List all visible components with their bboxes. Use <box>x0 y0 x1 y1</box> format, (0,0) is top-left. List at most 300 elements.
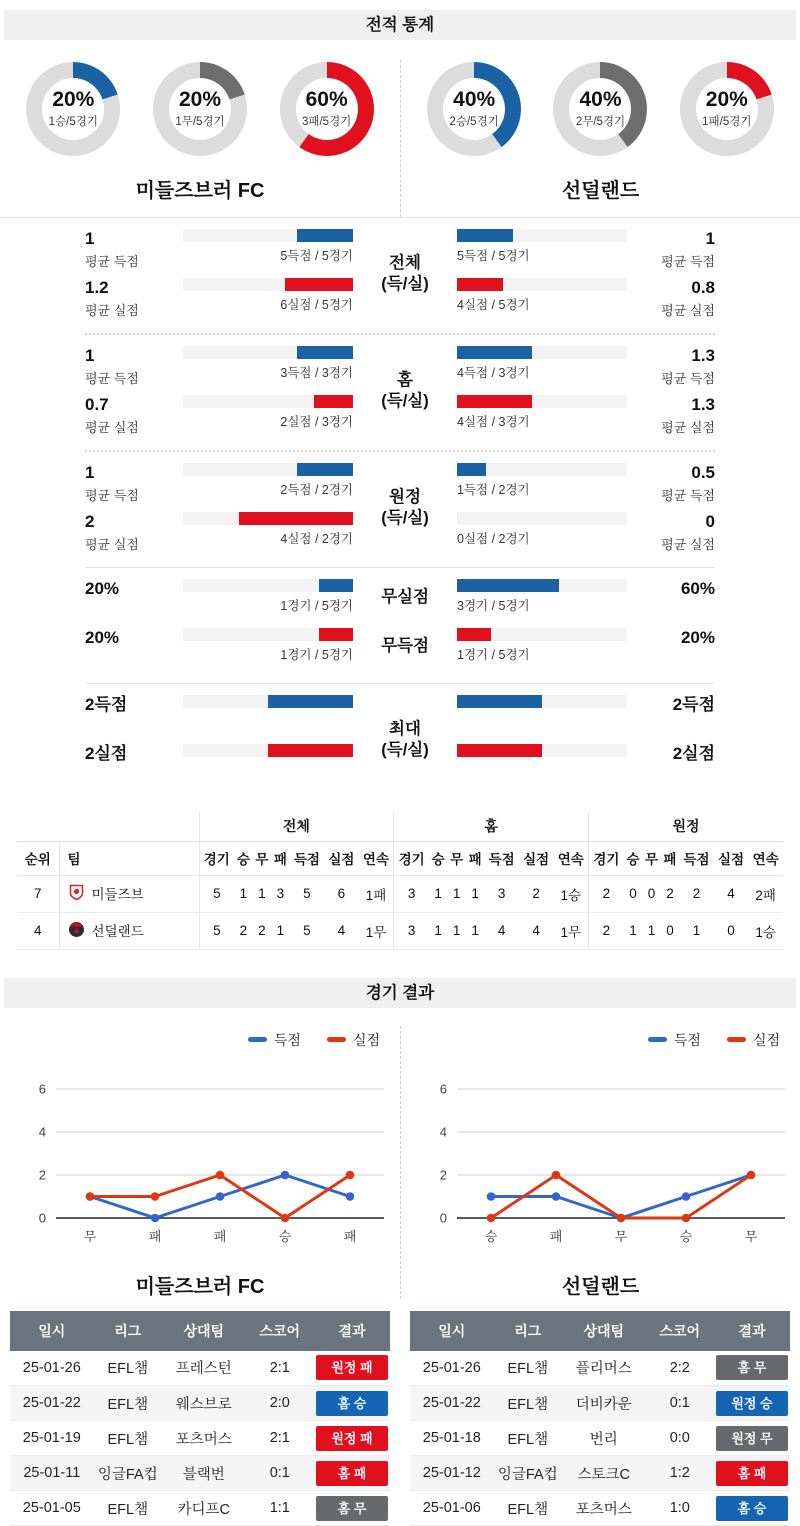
stat-value-label <box>85 512 183 552</box>
stat-value-label <box>627 579 715 619</box>
stat-column-header: 승 <box>624 841 642 875</box>
stat-value-text: 2득점 <box>673 695 715 714</box>
rate-donut-chart <box>153 62 247 156</box>
stat-value-text: 1.2 <box>85 278 183 297</box>
stat-section <box>85 568 715 679</box>
donut-sub-label: 2승/5경기 <box>449 113 498 129</box>
match-table-header: 스코어 <box>646 1311 714 1351</box>
standings-group-header-row <box>17 811 783 841</box>
stat-value-label <box>85 346 183 386</box>
stat-value-text: 1.3 <box>691 346 715 365</box>
data-point-marker <box>86 1192 95 1201</box>
stat-bar-track <box>457 463 627 476</box>
stat-bar-track <box>183 744 353 757</box>
left-team-name: 미들즈브러 FC <box>10 174 390 203</box>
match-league: EFL챔 <box>94 1491 162 1526</box>
stat-value-cell: 4 <box>324 912 359 949</box>
stat-bar-sublabel: 6실점 / 5경기 <box>183 295 353 313</box>
stat-value-cell: 1승 <box>553 875 588 912</box>
data-point-marker <box>346 1170 355 1179</box>
legend-label: 득점 <box>674 1030 701 1050</box>
stat-value-label <box>85 628 183 668</box>
stat-value-cell: 1승 <box>748 912 783 949</box>
stat-column-header: 무 <box>642 841 660 875</box>
stat-value-sublabel: 평균 득점 <box>661 368 715 387</box>
data-point-marker <box>281 1213 290 1222</box>
standings-blank-header <box>17 811 199 841</box>
data-point-marker <box>487 1213 496 1222</box>
stat-column-header: 실점 <box>714 841 749 875</box>
data-point-marker <box>487 1192 496 1201</box>
stat-value-label <box>627 463 715 503</box>
donut-center-text <box>280 62 374 156</box>
data-point-marker <box>216 1170 225 1179</box>
match-league: EFL챔 <box>94 1421 162 1456</box>
stat-bar <box>183 395 353 435</box>
match-league: EFL챔 <box>494 1491 562 1526</box>
stat-value-cell: 1 <box>447 875 465 912</box>
stat-bar-fill <box>319 579 353 592</box>
stat-bar-fill <box>297 229 353 242</box>
stat-bar-track <box>457 229 627 242</box>
stat-value-cell: 1패 <box>359 875 394 912</box>
svg-text:승: 승 <box>680 1229 693 1244</box>
right-values-column <box>627 346 715 435</box>
match-result-badge: 홈 승 <box>316 1391 388 1416</box>
rank-column-header: 순위 <box>17 841 59 875</box>
left-values-column <box>85 463 183 552</box>
data-point-marker <box>747 1170 756 1179</box>
stat-bar-fill <box>457 229 513 242</box>
donut-percent-value: 60% <box>306 89 348 111</box>
stat-bar-fill <box>457 744 542 757</box>
stat-column-header: 무 <box>447 841 465 875</box>
stat-value-label <box>85 744 183 784</box>
stat-value-text: 1 <box>85 463 183 482</box>
stat-bar-fill <box>314 395 353 408</box>
match-date: 25-01-22 <box>10 1386 94 1421</box>
legend-item <box>648 1030 701 1050</box>
match-table-header: 상대팀 <box>162 1311 246 1351</box>
donut-percent-value: 40% <box>453 89 495 111</box>
match-result-cell <box>314 1456 390 1491</box>
match-row <box>410 1491 790 1526</box>
match-date: 25-01-26 <box>410 1351 494 1386</box>
match-league: EFL챔 <box>494 1386 562 1421</box>
stat-value-text: 0.8 <box>691 278 715 297</box>
stat-column-header: 실점 <box>519 841 554 875</box>
stat-bar-fill <box>457 695 542 708</box>
stat-value-text: 1 <box>706 229 715 248</box>
stat-bar <box>457 744 627 784</box>
stat-value-cell: 1무 <box>553 912 588 949</box>
winrate-donut-area <box>0 40 800 218</box>
stat-value-text: 1 <box>85 346 183 365</box>
stat-column-header: 패 <box>661 841 679 875</box>
team-inline <box>68 883 144 903</box>
center-labels-column <box>353 370 457 411</box>
stat-center-label: 전체 (득/실) <box>353 253 457 294</box>
middlesbrough-crest-icon <box>68 884 85 901</box>
match-score: 1:1 <box>246 1491 314 1526</box>
result-charts-row <box>0 1026 800 1299</box>
chart-right-team-title: 선덜랜드 <box>411 1270 790 1299</box>
stat-value-cell: 0 <box>642 875 660 912</box>
match-score: 0:1 <box>646 1386 714 1421</box>
match-result-badge: 홈 패 <box>316 1461 388 1486</box>
standings-group-header: 홈 <box>394 811 589 841</box>
stat-bar <box>457 346 627 386</box>
chart-legend <box>10 1030 390 1050</box>
data-point-marker <box>552 1170 561 1179</box>
stat-value-text: 0 <box>706 512 715 531</box>
stat-bar <box>457 229 627 269</box>
stat-bar-track <box>183 346 353 359</box>
stat-value-cell: 3 <box>484 875 519 912</box>
match-result-badge: 원정 무 <box>716 1426 788 1451</box>
team-column-header: 팀 <box>59 841 199 875</box>
stat-value-label <box>627 395 715 435</box>
stat-value-cell: 3 <box>394 875 429 912</box>
stat-bar-track <box>457 744 627 757</box>
match-row <box>410 1421 790 1456</box>
stat-value-cell: 1 <box>447 912 465 949</box>
match-result-badge: 홈 패 <box>716 1461 788 1486</box>
right-bars-column <box>457 463 627 552</box>
left-values-column <box>85 695 183 784</box>
stat-value-label <box>85 695 183 735</box>
standings-column-header-row <box>17 841 783 875</box>
match-result-cell <box>314 1386 390 1421</box>
legend-item <box>248 1030 301 1050</box>
match-result-cell <box>714 1386 790 1421</box>
match-date: 25-01-05 <box>10 1491 94 1526</box>
match-score: 2:2 <box>646 1351 714 1386</box>
right-values-column <box>627 579 715 668</box>
match-score: 0:1 <box>246 1456 314 1491</box>
stat-value-cell: 0 <box>714 912 749 949</box>
stat-value-label <box>85 463 183 503</box>
data-point-marker <box>682 1213 691 1222</box>
match-opponent: 블랙번 <box>162 1456 246 1491</box>
right-values-column <box>627 229 715 318</box>
stat-value-label <box>627 628 715 668</box>
data-point-marker <box>151 1213 160 1222</box>
stat-value-cell: 6 <box>324 875 359 912</box>
svg-text:승: 승 <box>485 1229 498 1244</box>
match-row <box>410 1456 790 1491</box>
match-league: 잉글FA컵 <box>94 1456 162 1491</box>
data-point-marker <box>552 1192 561 1201</box>
stat-bar-track <box>457 346 627 359</box>
match-result-badge: 원정 패 <box>316 1426 388 1451</box>
stat-value-sublabel: 평균 득점 <box>85 368 183 387</box>
match-result-cell <box>714 1351 790 1386</box>
stat-bar-track <box>183 579 353 592</box>
stat-value-cell: 1무 <box>359 912 394 949</box>
stat-center-label: 최대 (득/실) <box>353 719 457 760</box>
match-result-cell <box>714 1421 790 1456</box>
svg-text:패: 패 <box>214 1229 227 1244</box>
stat-value-cell: 2 <box>253 912 271 949</box>
match-tables-row <box>0 1311 800 1526</box>
data-point-marker <box>151 1192 160 1201</box>
standings-group-header: 전체 <box>199 811 394 841</box>
stat-bar <box>183 695 353 735</box>
stat-value-cell: 1 <box>234 875 252 912</box>
match-opponent: 프레스턴 <box>162 1351 246 1386</box>
stat-value-text: 2 <box>85 512 183 531</box>
stat-bar <box>183 463 353 503</box>
match-score: 2:1 <box>246 1351 314 1386</box>
match-league: EFL챔 <box>494 1351 562 1386</box>
stat-bar <box>183 579 353 619</box>
stat-bar-sublabel: 3득점 / 3경기 <box>183 363 353 381</box>
right-values-column <box>627 695 715 784</box>
line-chart <box>10 1058 390 1256</box>
stat-value-label <box>627 229 715 269</box>
stat-bar <box>457 579 627 619</box>
legend-label: 실점 <box>753 1030 780 1050</box>
rate-donut-chart <box>280 62 374 156</box>
rate-donut-chart <box>26 62 120 156</box>
stat-bar-track <box>457 512 627 525</box>
match-table-header: 리그 <box>494 1311 562 1351</box>
left-bars-column <box>183 346 353 435</box>
stat-bar-sublabel: 1득점 / 2경기 <box>457 480 627 498</box>
svg-text:무: 무 <box>84 1229 97 1244</box>
result-chart-left <box>0 1026 400 1299</box>
stat-center-label: 무득점 <box>353 628 457 668</box>
match-table-header: 결과 <box>314 1311 390 1351</box>
match-score: 2:0 <box>246 1386 314 1421</box>
match-date: 25-01-12 <box>410 1456 494 1491</box>
center-labels-column <box>353 487 457 528</box>
stat-bar-fill <box>457 628 491 641</box>
data-point-marker <box>346 1192 355 1201</box>
stat-value-cell: 2 <box>679 875 714 912</box>
team-rank: 4 <box>17 912 59 949</box>
stat-value-label <box>627 278 715 318</box>
stat-bar-track <box>183 395 353 408</box>
stats-section-header: 전적 통계 <box>4 10 796 40</box>
stat-bar-sublabel: 1경기 / 5경기 <box>457 645 627 663</box>
stat-bar <box>457 512 627 552</box>
chart-legend <box>411 1030 790 1050</box>
stat-bar-sublabel: 0실점 / 2경기 <box>457 529 627 547</box>
donuts-right-team <box>400 60 800 217</box>
svg-text:무: 무 <box>745 1229 758 1244</box>
stat-value-sublabel: 평균 실점 <box>85 300 183 319</box>
stat-column-header: 경기 <box>394 841 429 875</box>
sunderland-crest-icon <box>68 921 85 938</box>
stat-center-label: 무실점 <box>353 579 457 619</box>
match-result-badge: 원정 승 <box>716 1391 788 1416</box>
stat-value-cell: 0 <box>661 912 679 949</box>
stat-value-label <box>85 579 183 619</box>
right-bars-column <box>457 229 627 318</box>
match-league: EFL챔 <box>94 1386 162 1421</box>
stat-bar-track <box>183 512 353 525</box>
donut-center-text <box>153 62 247 156</box>
svg-text:2: 2 <box>39 1167 46 1182</box>
stat-value-text: 60% <box>681 579 715 598</box>
data-point-marker <box>682 1192 691 1201</box>
donut-center-text <box>26 62 120 156</box>
legend-item <box>727 1030 780 1050</box>
rate-donut-chart <box>427 62 521 156</box>
result-chart-right <box>400 1026 800 1299</box>
stat-value-cell: 5 <box>199 875 234 912</box>
legend-color-dash <box>727 1037 746 1042</box>
stat-section <box>85 684 715 795</box>
donut-center-text <box>680 62 774 156</box>
stat-bar-sublabel: 2득점 / 2경기 <box>183 480 353 498</box>
match-result-cell <box>714 1491 790 1526</box>
match-date: 25-01-11 <box>10 1456 94 1491</box>
match-score: 0:0 <box>646 1421 714 1456</box>
stat-bar-track <box>183 229 353 242</box>
stat-bar <box>183 512 353 552</box>
match-table-header: 스코어 <box>246 1311 314 1351</box>
svg-text:무: 무 <box>615 1229 628 1244</box>
stat-bar-sublabel: 3경기 / 5경기 <box>457 596 627 614</box>
stat-value-sublabel: 평균 실점 <box>85 534 183 553</box>
match-opponent: 스토크C <box>562 1456 646 1491</box>
stat-column-header: 득점 <box>290 841 325 875</box>
stat-value-cell: 2 <box>519 875 554 912</box>
match-score: 2:1 <box>246 1421 314 1456</box>
stat-bar-track <box>183 463 353 476</box>
left-bars-column <box>183 579 353 668</box>
donut-sub-label: 1패/5경기 <box>702 113 751 129</box>
stat-value-text: 20% <box>85 628 183 647</box>
stat-grid <box>85 579 715 668</box>
standings-row <box>17 912 783 949</box>
right-bars-column <box>457 579 627 668</box>
standings-row <box>17 875 783 912</box>
stat-value-cell: 5 <box>199 912 234 949</box>
stat-value-cell: 1 <box>253 875 271 912</box>
team-rank: 7 <box>17 875 59 912</box>
stat-value-cell: 2 <box>589 875 624 912</box>
match-opponent: 웨스브로 <box>162 1386 246 1421</box>
stat-bar-fill <box>268 695 353 708</box>
svg-text:6: 6 <box>440 1081 447 1096</box>
match-history-table-left <box>10 1311 390 1526</box>
stat-value-text: 2실점 <box>673 744 715 763</box>
stat-bar <box>457 695 627 735</box>
left-bars-column <box>183 463 353 552</box>
svg-text:4: 4 <box>39 1124 46 1139</box>
right-values-column <box>627 463 715 552</box>
right-bars-column <box>457 346 627 435</box>
stat-column-header: 패 <box>271 841 289 875</box>
match-row <box>10 1351 390 1386</box>
stat-column-header: 무 <box>253 841 271 875</box>
stat-bar-sublabel: 4실점 / 3경기 <box>457 412 627 430</box>
stat-value-label <box>85 229 183 269</box>
stat-bar-track <box>457 695 627 708</box>
stat-value-cell: 1 <box>679 912 714 949</box>
center-labels-column <box>353 719 457 760</box>
left-values-column <box>85 579 183 668</box>
stat-column-header: 득점 <box>679 841 714 875</box>
match-table-header: 일시 <box>410 1311 494 1351</box>
standings-group-header: 원정 <box>589 811 783 841</box>
stat-value-text: 0.7 <box>85 395 183 414</box>
donut-center-text <box>427 62 521 156</box>
donut-percent-value: 40% <box>579 89 621 111</box>
stat-bar-fill <box>297 346 353 359</box>
svg-text:6: 6 <box>39 1081 46 1096</box>
stat-bar-fill <box>457 395 532 408</box>
left-bars-column <box>183 229 353 318</box>
stat-value-cell: 4 <box>714 875 749 912</box>
match-row <box>10 1491 390 1526</box>
stat-value-cell: 1 <box>624 912 642 949</box>
match-opponent: 더비카운 <box>562 1386 646 1421</box>
stat-value-sublabel: 평균 득점 <box>85 485 183 504</box>
stat-value-text: 1.3 <box>691 395 715 414</box>
match-result-cell <box>314 1421 390 1456</box>
center-labels-column <box>353 253 457 294</box>
stat-bar <box>457 278 627 318</box>
stat-bar-fill <box>239 512 353 525</box>
donut-percent-value: 20% <box>706 89 748 111</box>
stat-center-label: 원정 (득/실) <box>353 487 457 528</box>
stat-bar <box>457 463 627 503</box>
stat-bar <box>183 628 353 668</box>
svg-text:패: 패 <box>550 1229 563 1244</box>
stat-value-label <box>627 744 715 784</box>
center-labels-column <box>353 579 457 668</box>
match-date: 25-01-22 <box>410 1386 494 1421</box>
match-date: 25-01-18 <box>410 1421 494 1456</box>
stat-value-sublabel: 평균 득점 <box>661 251 715 270</box>
match-result-badge: 홈 무 <box>316 1496 388 1521</box>
stat-value-label <box>627 346 715 386</box>
results-section-header: 경기 결과 <box>4 978 796 1008</box>
stat-bar <box>183 744 353 784</box>
stat-value-cell: 2패 <box>748 875 783 912</box>
line-chart <box>411 1058 791 1256</box>
stat-bar-sublabel: 4득점 / 3경기 <box>457 363 627 381</box>
stat-bar-fill <box>319 628 353 641</box>
stat-value-sublabel: 평균 실점 <box>661 300 715 319</box>
match-date: 25-01-26 <box>10 1351 94 1386</box>
match-opponent: 플리머스 <box>562 1351 646 1386</box>
stat-value-text: 0.5 <box>691 463 715 482</box>
legend-label: 득점 <box>274 1030 301 1050</box>
stat-column-header: 득점 <box>484 841 519 875</box>
stat-bar-track <box>183 278 353 291</box>
stat-value-cell: 4 <box>519 912 554 949</box>
svg-text:패: 패 <box>149 1229 162 1244</box>
match-league: EFL챔 <box>494 1421 562 1456</box>
donut-sub-label: 1무/5경기 <box>175 113 224 129</box>
stat-bar-fill <box>457 579 559 592</box>
match-result-cell <box>714 1456 790 1491</box>
stat-bar-fill <box>457 346 532 359</box>
match-league: 잉글FA컵 <box>494 1456 562 1491</box>
stat-value-cell: 3 <box>271 875 289 912</box>
match-result-badge: 홈 승 <box>716 1496 788 1521</box>
stat-value-cell: 1 <box>466 875 484 912</box>
stat-value-label <box>627 512 715 552</box>
match-opponent: 번리 <box>562 1421 646 1456</box>
data-point-marker <box>617 1213 626 1222</box>
